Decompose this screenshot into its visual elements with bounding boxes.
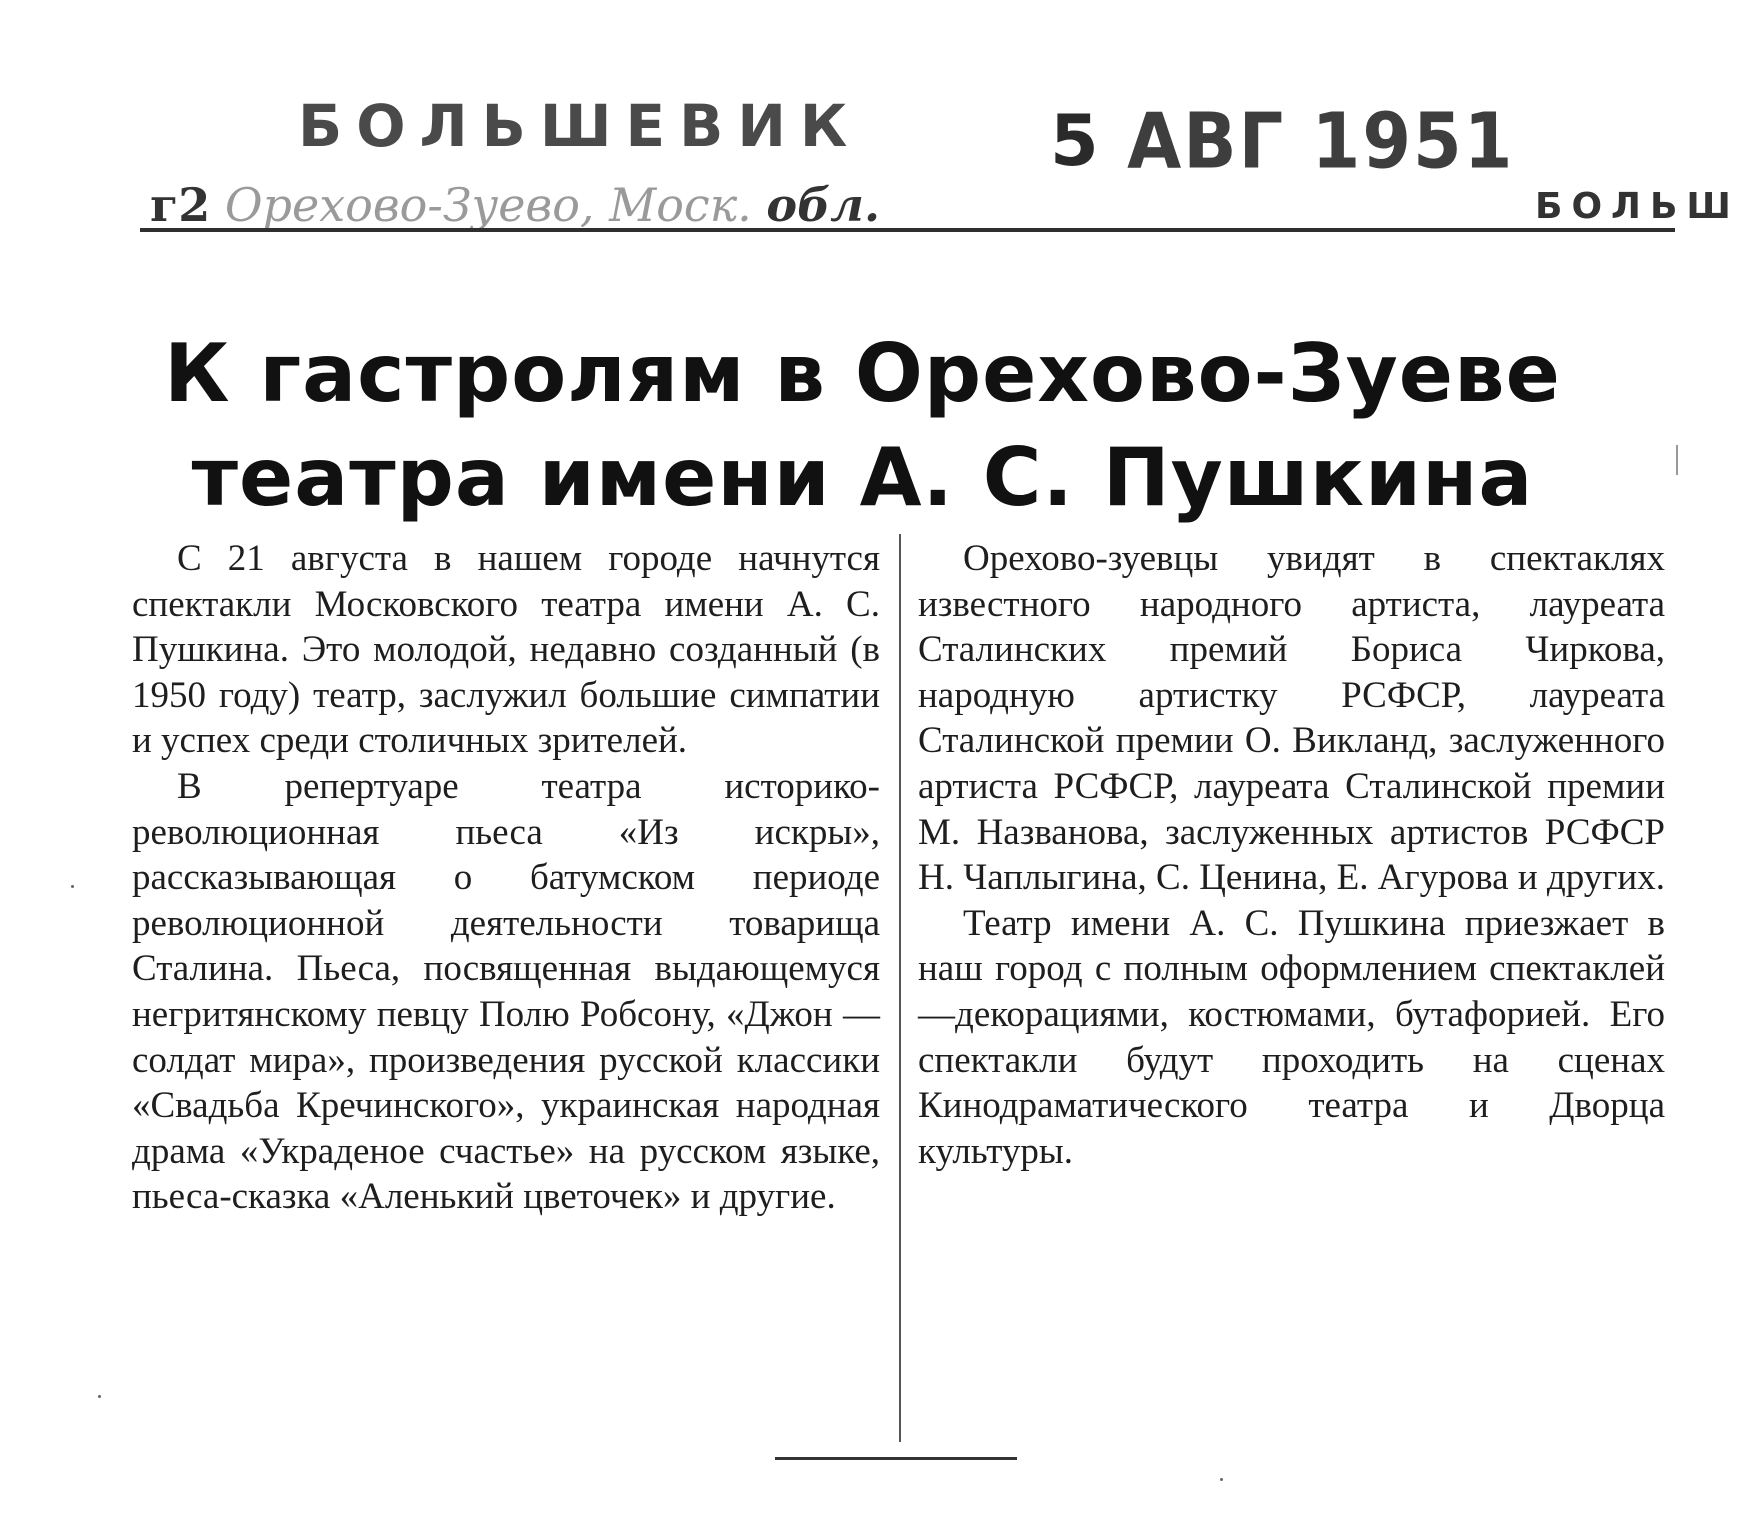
article-column-right: [918, 536, 1665, 1174]
article-paragraph: В репертуаре театра историко-революционная пьеса «Из искры», рассказывающая о батумском периоде революционной деятельности товарища Сталина. Пьеса, посвященная выдающемуся негритянскому певцу Полю Робсону, «Джон — солдат мира», произведения русской классики «Свадьба Кречинского», украинская народная драма «Украденое счастье» на русском языке, пьеса-сказка «Аленький цветочек» и другие.: [132, 765, 880, 1218]
article-paragraph: Орехово-зуевцы увидят в спектаклях известного народного артиста, лауреата Сталинских премий Бориса Чиркова, народную артистку РСФСР, лауреата Сталинской премии О. Викланд, заслуженного артиста РСФСР, лауреата Сталинской премии М. Названова, заслуженных артистов РСФСР Н. Чаплыгина, С. Ценина, Е. Агурова и других.: [918, 538, 1665, 899]
stamp-date-year: 1951: [1311, 95, 1515, 187]
article-end-rule: [775, 1457, 1017, 1460]
headline-line-1: К гастролям в Орехово-Зуеве: [164, 327, 1561, 420]
stamp-city-name: Орехово-Зуево, Моск.: [224, 178, 767, 232]
stamp-city-region: обл.: [766, 178, 880, 232]
stamp-underline: [140, 228, 1675, 232]
stamp-masthead-fragment: БОЛЬШ: [1535, 186, 1740, 227]
article-headline: [150, 322, 1575, 530]
stamp-date-month: АВГ: [1127, 95, 1286, 187]
newspaper-masthead: БОЛЬШЕВИК: [298, 92, 862, 160]
article-column-left: [132, 536, 880, 1220]
paper-speck: [71, 885, 74, 888]
paper-speck: [1220, 1478, 1223, 1481]
headline-line-2: театра имени А. С. Пушкина: [191, 431, 1534, 524]
stamp-city-number: г2: [150, 178, 211, 232]
paper-speck: [98, 1395, 101, 1398]
paper-speck: [1676, 445, 1678, 475]
column-divider: [899, 534, 901, 1442]
stamp-date: [1050, 95, 1515, 187]
stamp-date-day: 5: [1050, 100, 1101, 182]
stamp-city-line: [150, 178, 880, 232]
article-paragraph: Театр имени А. С. Пушкина приезжает в наш город с полным оформлением спектаклей—декорациями, костюмами, бутафорией. Его спектакли будут проходить на сценах Кинодраматического театра и Дворца культуры.: [918, 902, 1665, 1172]
article-paragraph: С 21 августа в нашем городе начнутся спектакли Московского театра имени А. С. Пушкина. Это молодой, недавно созданный (в 1950 году) театр, заслужил большие симпатии и успех среди столичных зрителей.: [132, 538, 880, 762]
